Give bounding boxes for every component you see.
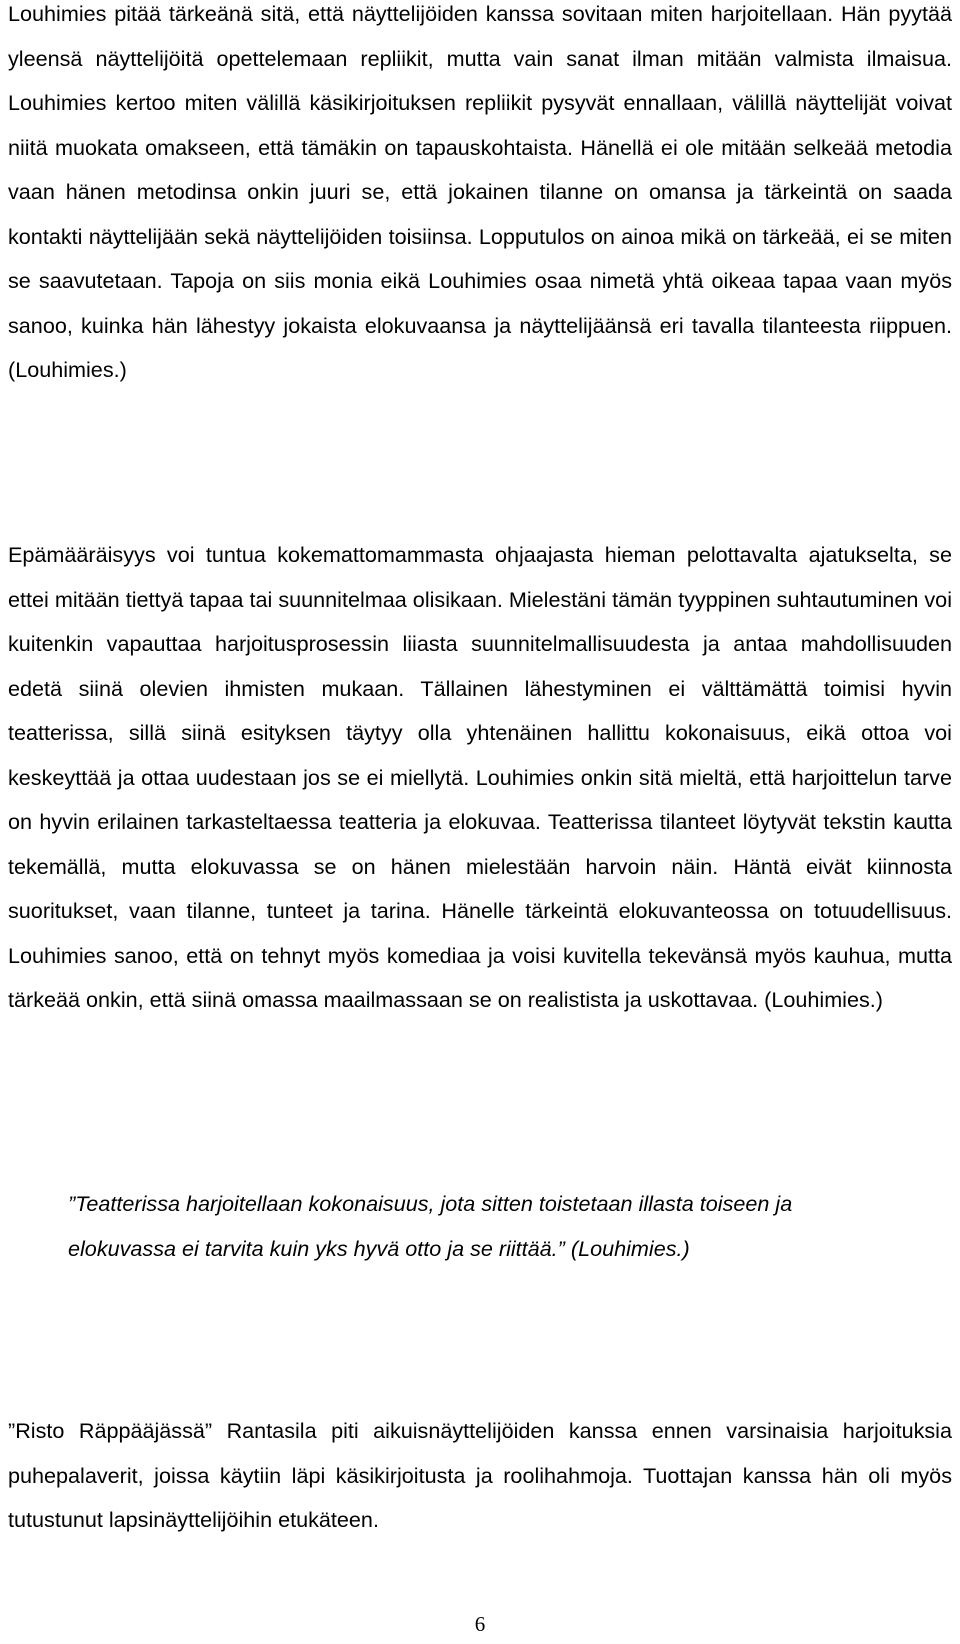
body-paragraph-1: Louhimies pitää tärkeänä sitä, että näyttelijöiden kanssa sovitaan miten harjoitellaan. Hän pyytää yleensä näyttelijöitä opettelemaan repliikit, mutta vain sanat ilman mitään valmista ilmaisua. Louhimies kertoo miten välillä käsikirjoituksen repliikit pysyvät ennallaan, välillä näyttelijät voivat niitä muokata omakseen, että tämäkin on tapauskohtaista. Hänellä ei ole mitään selkeää metodia vaan hänen metodinsa onkin juuri se, että jokainen tilanne on omansa ja tärkeintä on saada kontakti näyttelijään sekä näyttelijöiden toisiinsa. Lopputulos on ainoa mikä on tärkeää, ei se miten se saavutetaan. Tapoja on siis monia eikä Louhimies osaa nimetä yhtä oikeaa tapaa vaan myös sanoo, kuinka hän lähestyy jokaista elokuvaansa ja näyttelijäänsä eri tavalla tilanteesta riippuen. (Louhimies.) bbox=[8, 1, 952, 382]
page-number: 6 bbox=[474, 1612, 486, 1636]
block-quote: ”Teatterissa harjoitellaan kokonaisuus, jota sitten toistetaan illasta toiseen ja elokuvassa ei tarvita kuin yks hyvä otto ja se riittää.” (Louhimies.) bbox=[68, 1191, 793, 1261]
document-page bbox=[8, 0, 952, 1644]
body-paragraph-3: ”Risto Räppääjässä” Rantasila piti aikuisnäyttelijöiden kanssa ennen varsinaisia harjoituksia puhepalaverit, joissa käytiin läpi käsikirjoitusta ja roolihahmoja. Tuottajan kanssa hän oli myös tutustunut lapsinäyttelijöihin etukäteen. bbox=[8, 1418, 952, 1532]
body-paragraph-2: Epämääräisyys voi tuntua kokemattomammasta ohjaajasta hieman pelottavalta ajatukselta, se ettei mitään tiettyä tapaa tai suunnitelmaa olisikaan. Mielestäni tämän tyyppinen suhtautuminen voi kuitenkin vapauttaa harjoitusprosessin liiasta suunnitelmallisuudesta ja antaa mahdollisuuden edetä siinä olevien ihmisten mukaan. Tällainen lähestyminen ei välttämättä toimisi hyvin teatterissa, sillä siinä esityksen täytyy olla yhtenäinen hallittu kokonaisuus, eikä ottoa voi keskeyttää ja ottaa uudestaan jos se ei miellytä. Louhimies onkin sitä mieltä, että harjoittelun tarve on hyvin erilainen tarkasteltaessa teatteria ja elokuvaa. Teatterissa tilanteet löytyvät tekstin kautta tekemällä, mutta elokuvassa se on hänen mielestään harvoin näin. Häntä eivät kiinnosta suoritukset, vaan tilanne, tunteet ja tarina. Hänelle tärkeintä elokuvanteossa on totuudellisuus. Louhimies sanoo, että on tehnyt myös komediaa ja voisi kuvitella tekevänsä myös kauhua, mutta tärkeää onkin, että siinä omassa maailmassaan se on realistista ja uskottavaa. (Louhimies.) bbox=[8, 542, 952, 1012]
